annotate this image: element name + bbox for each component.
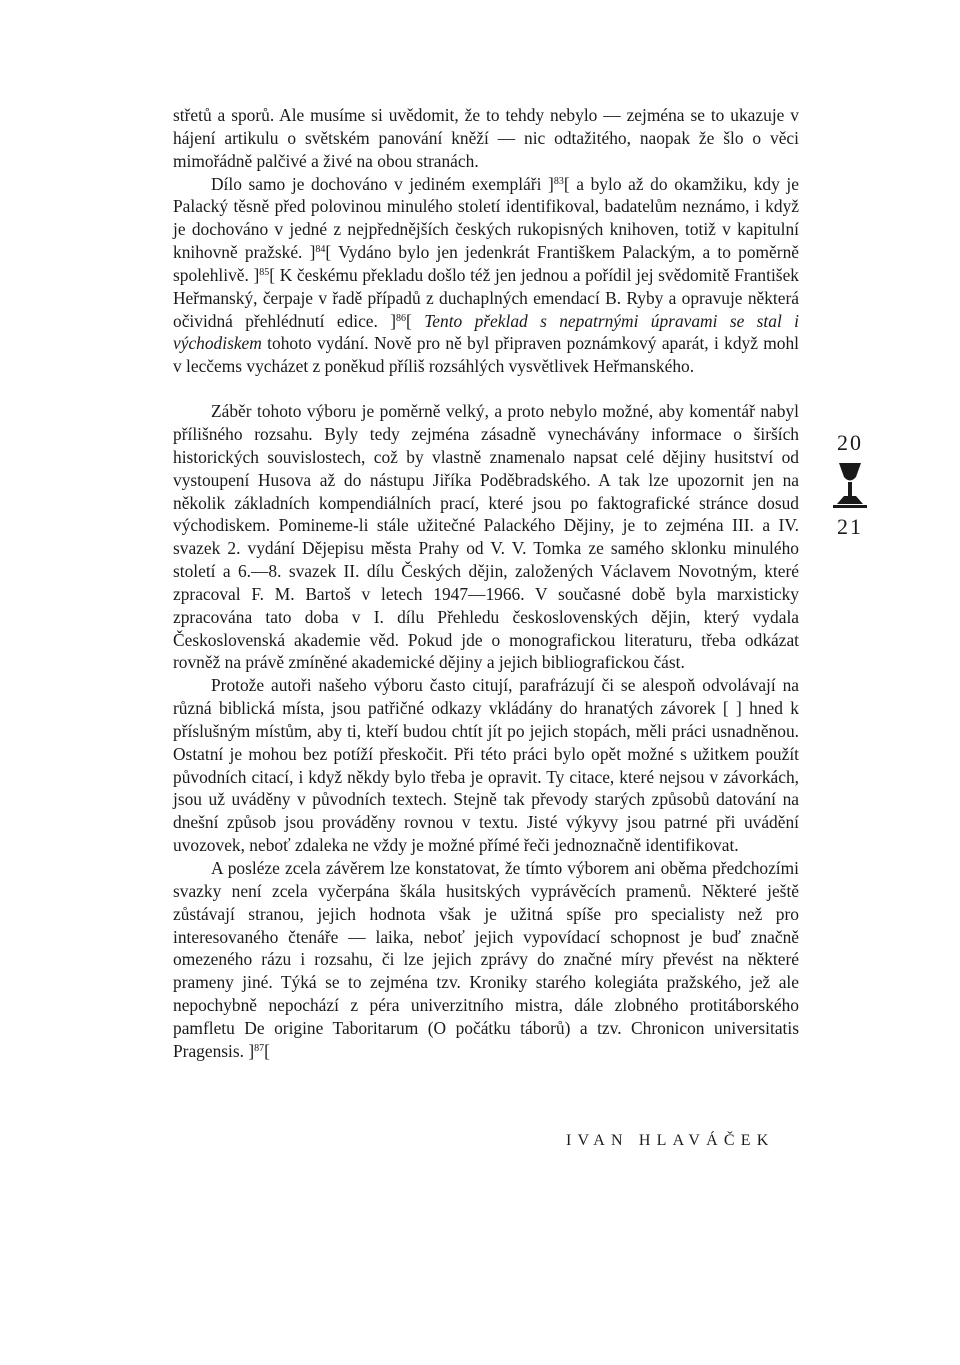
paragraph-2-text-2: a bylo až do okamžiku, kdy je Palacký těsně před polovinou minulého století identifikoval, badatelům neznámo, i když je dochováno v jedné z nejpřednějších českých rukopisných knihoven, totiž v kapitulní knihovně pražské. bbox=[173, 173, 799, 263]
paragraph-2-text-4: K českému překladu došlo též jen jednou a pořídil jej svědomitě František Heřmanský, čerpaje v řadě případů z duchaplných emendací B. Ryby a opravuje některá očividná přehlédnutí edice. bbox=[173, 264, 799, 331]
chalice-icon bbox=[830, 460, 870, 512]
paragraph-5 bbox=[173, 857, 799, 1063]
page-number-right: 21 bbox=[837, 514, 863, 539]
note-ref-83: ]$^{83}$[ bbox=[548, 173, 570, 194]
page-number-block bbox=[820, 430, 880, 540]
page-number-left: 20 bbox=[837, 430, 863, 455]
paragraph-2-italic-text: Tento překlad s nepatrnými úpravami se stal i východiskem bbox=[173, 310, 799, 354]
paragraph-3: Záběr tohoto výboru je poměrně velký, a proto nebylo možné, aby komentář nabyl přílišného rozsahu. Byly tedy zejména zásadně vynechávány informace o širších historických souvislostech, což by vlastně znamenalo napsat celé dějiny husitství od vystoupení Husova až do nástupu Jiříka Poděbradského. A tak lze upozornit jen na několik základních kompendiálních prací, které jsou po faktografické stránce dosud východiskem. Pomineme-li stále užitečné Palackého Dějiny, je to zejména III. a IV. svazek 2. vydání Dějepisu města Prahy od V. V. Tomka ze samého sklonku minulého století a 6.—8. svazek II. dílu Českých dějin, založených Václavem Novotným, které zpracoval F. M. Bartoš v letech 1947—1966. V současné době byla marxisticky zpracována tato doba v I. dílu Přehledu československých dějin, který vydala Československá akademie věd. Pokud jde o monografickou literaturu, třeba odkázat rovněž na právě zmíněné akademické dějiny a jejich bibliografickou část. bbox=[173, 401, 799, 673]
paragraph-2-text-3: Vydáno bylo jen jedenkrát Františkem Palackým, a to poměrně spolehlivě. bbox=[173, 242, 799, 285]
paragraph-5-text-1: A posléze zcela závěrem lze konstatovat, že tímto výborem ani oběma předchozími svazky není zcela vyčerpána škála husitských vyprávěcích pramenů. Některé ještě zůstávají stranou, jejich hodnota však je užitná spíše pro specialisty než pro interesovaného čtenáře — laika, neboť jejich vypovídací schopnost je buď značně omezeného rázu i rozsahu, či lze jejich zprávy do značné míry převést na některé prameny jiné. Týká se to zejména tzv. Kroniky starého kolegiáta pražského, jež ale nepochybně nepochází z péra univerzitního mistra, dále zlobného protitáborského pamfletu De origine Taboritarum (O počátku táborů) a tzv. Chronicon universitatis Pragensis. bbox=[173, 858, 799, 1061]
body-text bbox=[173, 104, 799, 1063]
paragraph-2 bbox=[173, 173, 799, 379]
note-ref-84: ]$^{84}$[ bbox=[309, 242, 332, 263]
note-ref-87: ]$^{87}$[ bbox=[248, 1040, 270, 1061]
author-signature: IVAN HLAVÁČEK bbox=[566, 1132, 775, 1149]
paragraph-2-text-6: tohoto vydání. Nově pro ně byl připraven poznámkový aparát, i když mohl v lecčems vycházet z poněkud příliš rozsáhlých vysvětlivek Heřmanského. bbox=[173, 333, 799, 377]
note-ref-85: ]$^{85}$[ bbox=[253, 264, 276, 285]
paragraph-2-text-1: Dílo samo je dochováno v jediném exempláři bbox=[211, 173, 542, 194]
paragraph-4: Protože autoři našeho výboru často citují, parafrázují či se alespoň odvolávají na různá biblická místa, jsou patřičné odkazy vkládány do hranatých závorek [ ] hned k příslušným místům, aby ti, kteří budou chtít jít po jejich stopách, měli práci usnadněnou. Ostatní je mohou bez potíží přeskočit. Při této práci bylo opět možné s užitkem použít původních citací, i když někdy bylo třeba je opravit. Ty citace, které nejsou v závorkách, jsou už uváděny v původních textech. Stejně tak převody starých způsobů datování na dnešní způsob jsou prováděny rovnou v textu. Jisté výkyvy jsou patrné při uvádění uvozovek, neboť zdaleka ne vždy je možné přímé řeči jednoznačně identifikovat. bbox=[173, 675, 799, 856]
paragraph-1: střetů a sporů. Ale musíme si uvědomit, že to tehdy nebylo — zejména se to ukazuje v hájení artikulu o světském panování kněží — nic odtažitého, naopak že šlo o věci mimořádně palčivé a živé na obou stranách. bbox=[173, 105, 799, 171]
note-ref-86: ]$^{86}$[ bbox=[390, 310, 412, 331]
